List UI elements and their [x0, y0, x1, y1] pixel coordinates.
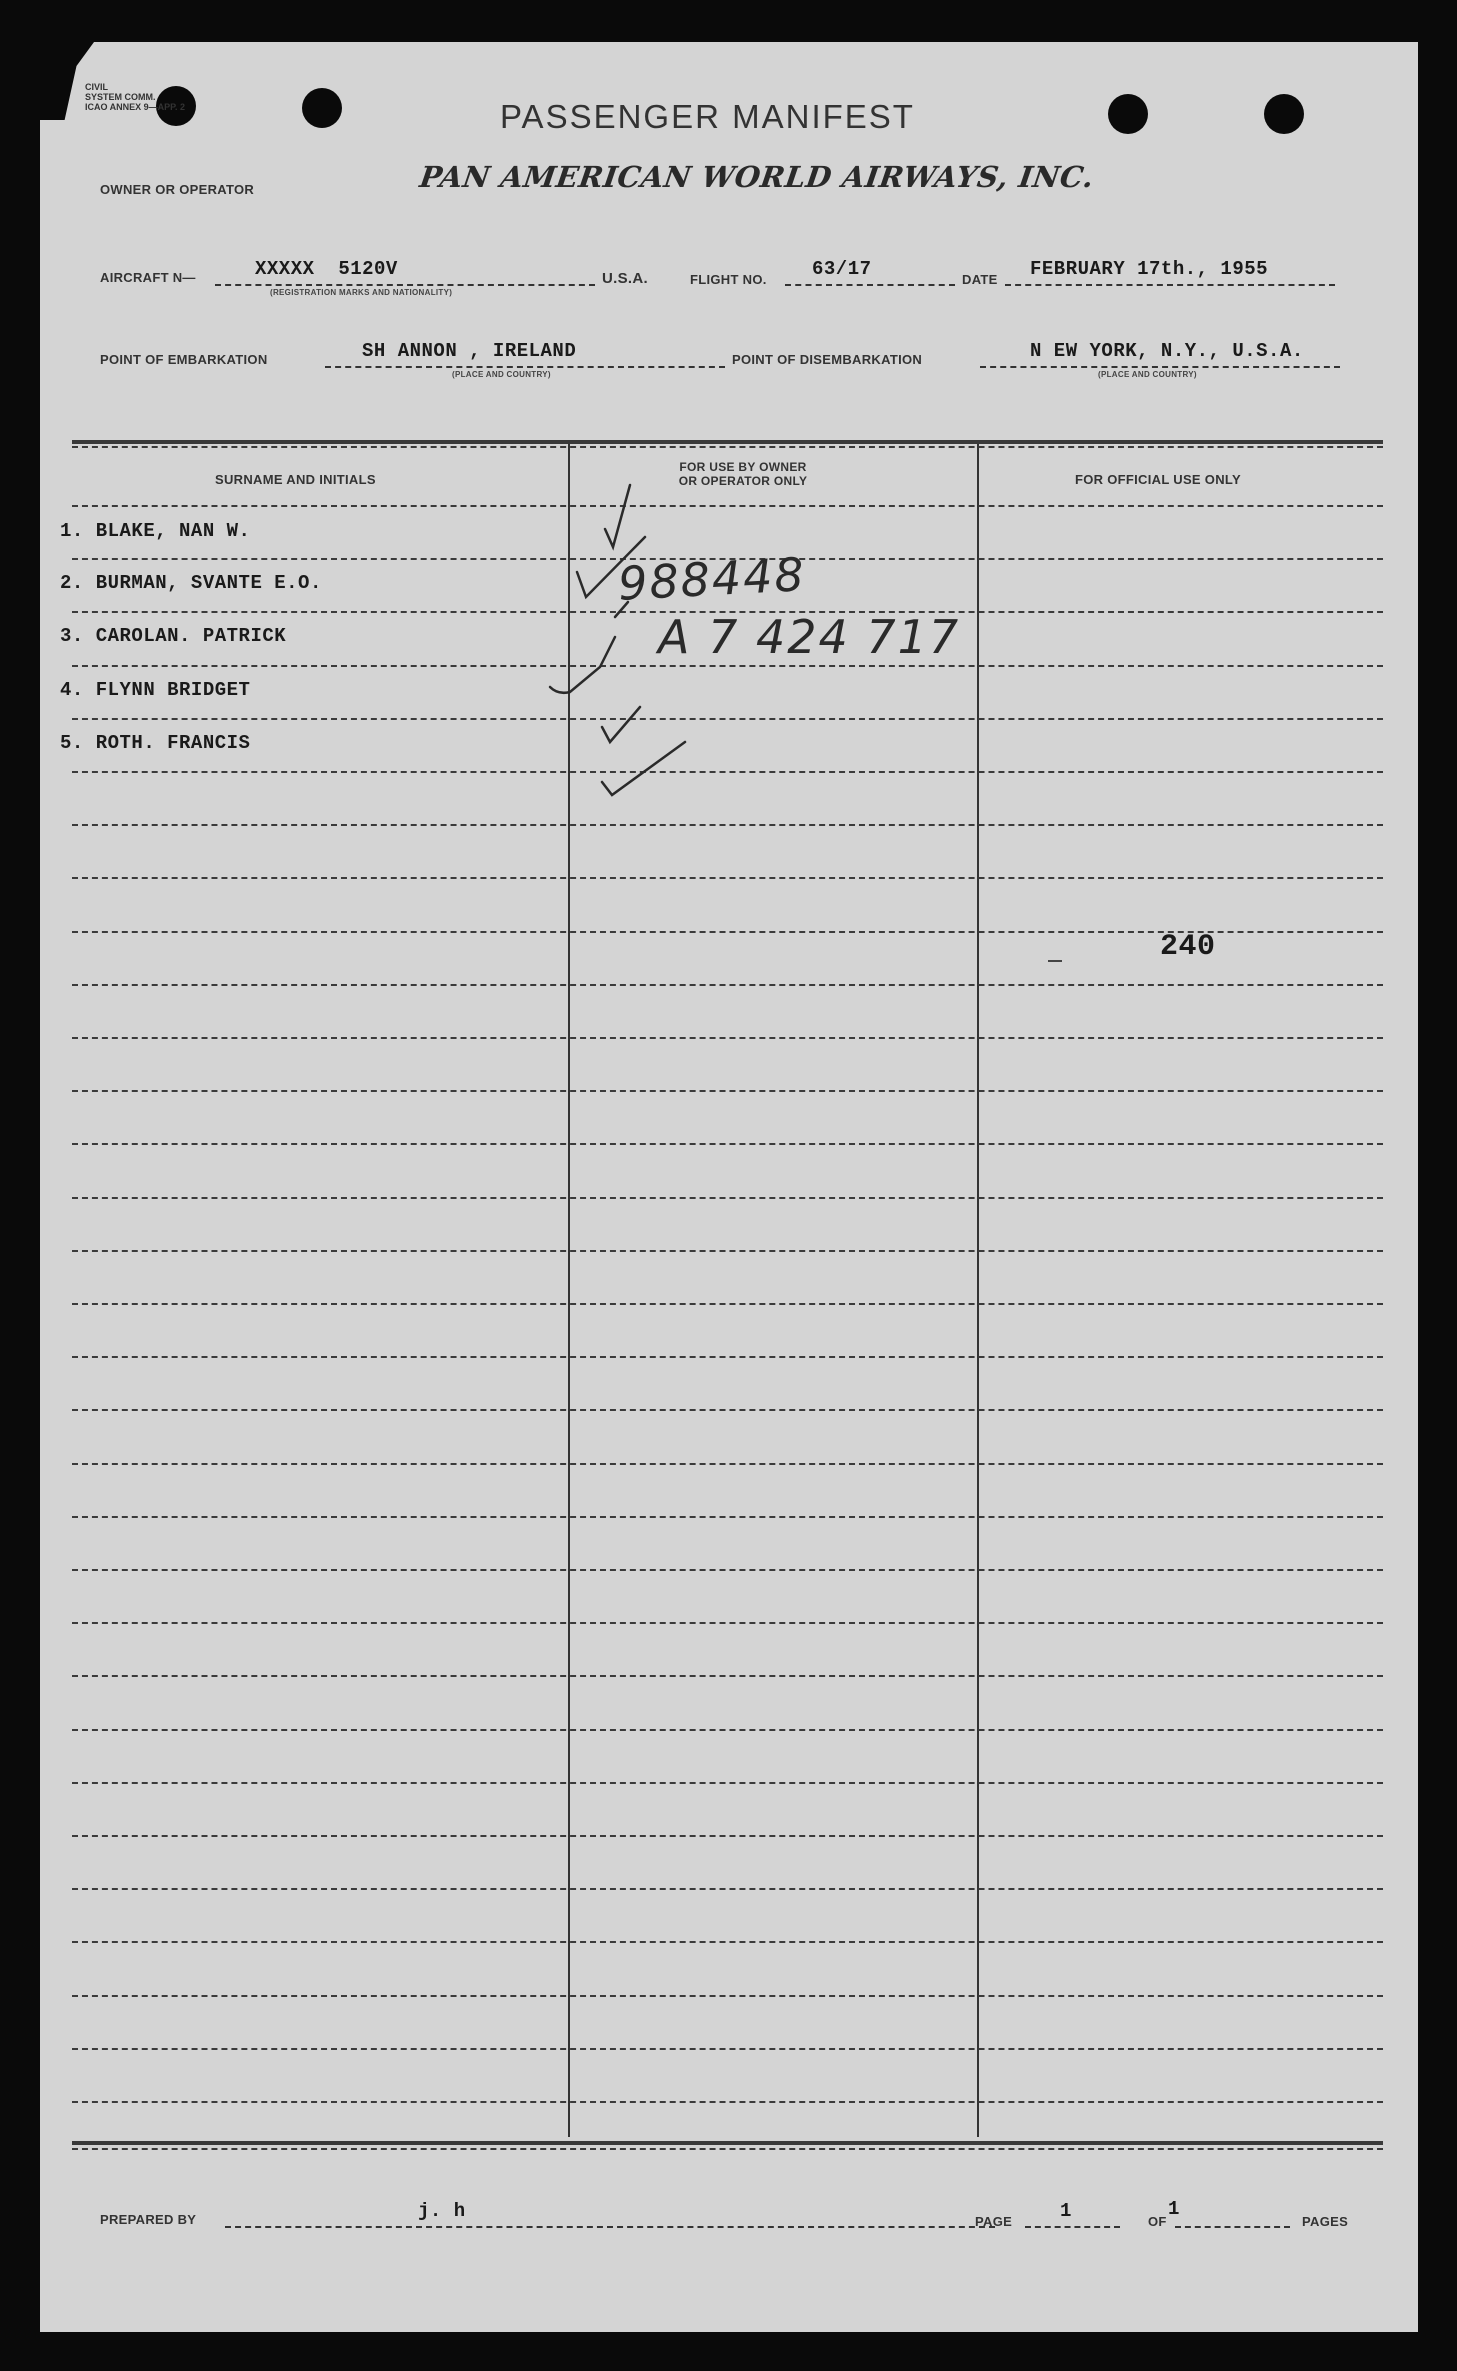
- list-item: 1. BLAKE, NAN W.: [60, 520, 251, 542]
- table-row-rule: [72, 1409, 1383, 1411]
- table-row-rule: [72, 1143, 1383, 1145]
- punch-hole: [1264, 94, 1304, 134]
- list-item: 5. ROTH. FRANCIS: [60, 732, 251, 754]
- table-row-rule: [72, 1888, 1383, 1890]
- table-row-rule: [72, 1516, 1383, 1518]
- disembark-value: N EW YORK, N.Y., U.S.A.: [1030, 340, 1304, 362]
- table-row-rule: [72, 1303, 1383, 1305]
- corner-stamp: CIVIL SYSTEM COMM. ICAO ANNEX 9—APP. 2: [85, 82, 186, 112]
- table-row-rule: [72, 1569, 1383, 1571]
- table-row-rule: [72, 1356, 1383, 1358]
- embark-caption: (PLACE AND COUNTRY): [452, 370, 551, 379]
- list-item: 3. CAROLAN. PATRICK: [60, 625, 287, 647]
- table-row-rule: [72, 2048, 1383, 2050]
- prepared-value: j. h: [418, 2200, 466, 2222]
- page-title: PASSENGER MANIFEST: [500, 98, 915, 135]
- table-row-rule: [72, 2101, 1383, 2103]
- punch-hole: [1108, 94, 1148, 134]
- table-row-rule: [72, 1197, 1383, 1199]
- prepared-label: PREPARED BY: [100, 2212, 197, 2227]
- column-divider: [977, 444, 979, 2137]
- table-row-rule: [72, 1090, 1383, 1092]
- of-value: 1: [1168, 2198, 1180, 2220]
- embark-value: SH ANNON , IRELAND: [362, 340, 577, 362]
- country-label: U.S.A.: [602, 270, 648, 287]
- disembark-label: POINT OF DISEMBARKATION: [732, 352, 923, 367]
- table-row-rule: [72, 877, 1383, 879]
- official-note: 240: [1160, 930, 1216, 964]
- embark-label: POINT OF EMBARKATION: [100, 352, 268, 367]
- table-row-rule: [72, 1037, 1383, 1039]
- pages-label: PAGES: [1302, 2214, 1349, 2229]
- aircraft-caption: (REGISTRATION MARKS AND NATIONALITY): [270, 288, 453, 297]
- column-header-surname: SURNAME AND INITIALS: [215, 472, 376, 487]
- handwritten-note: 988448: [616, 547, 807, 611]
- table-row-rule: [72, 1729, 1383, 1731]
- table-row-rule: [72, 984, 1383, 986]
- date-label: DATE: [962, 272, 998, 287]
- table-row-rule: [72, 1941, 1383, 1943]
- table-row-rule: [72, 1995, 1383, 1997]
- of-label: OF: [1148, 2214, 1167, 2229]
- table-row-rule: [72, 1782, 1383, 1784]
- table-bottom-rule: [72, 2141, 1383, 2145]
- flight-label: FLIGHT NO.: [690, 272, 767, 287]
- owner-value: PAN AMERICAN WORLD AIRWAYS, INC.: [417, 160, 1097, 194]
- owner-label: OWNER OR OPERATOR: [100, 182, 255, 197]
- table-row-rule: [72, 1675, 1383, 1677]
- date-value: FEBRUARY 17th., 1955: [1030, 258, 1269, 280]
- handwritten-note: A 7 424 717: [658, 610, 961, 664]
- column-header-owner: FOR USE BY OWNER OR OPERATOR ONLY: [678, 460, 808, 488]
- aircraft-value: XXXXX 5120V: [255, 258, 398, 280]
- disembark-caption: (PLACE AND COUNTRY): [1098, 370, 1197, 379]
- column-header-official: FOR OFFICIAL USE ONLY: [1075, 472, 1241, 487]
- list-item: 4. FLYNN BRIDGET: [60, 679, 251, 701]
- manifest-sheet: [40, 42, 1418, 2332]
- list-item: 2. BURMAN, SVANTE E.O.: [60, 572, 322, 594]
- table-row-rule: [72, 1463, 1383, 1465]
- page-label: PAGE: [975, 2214, 1013, 2229]
- table-row-rule: [72, 1622, 1383, 1624]
- aircraft-label: AIRCRAFT N—: [100, 270, 196, 285]
- table-row-rule: [72, 824, 1383, 826]
- flight-value: 63/17: [812, 258, 872, 280]
- page-value: 1: [1060, 2200, 1072, 2222]
- punch-hole: [302, 88, 342, 128]
- table-row-rule: [72, 1250, 1383, 1252]
- table-row-rule: [72, 1835, 1383, 1837]
